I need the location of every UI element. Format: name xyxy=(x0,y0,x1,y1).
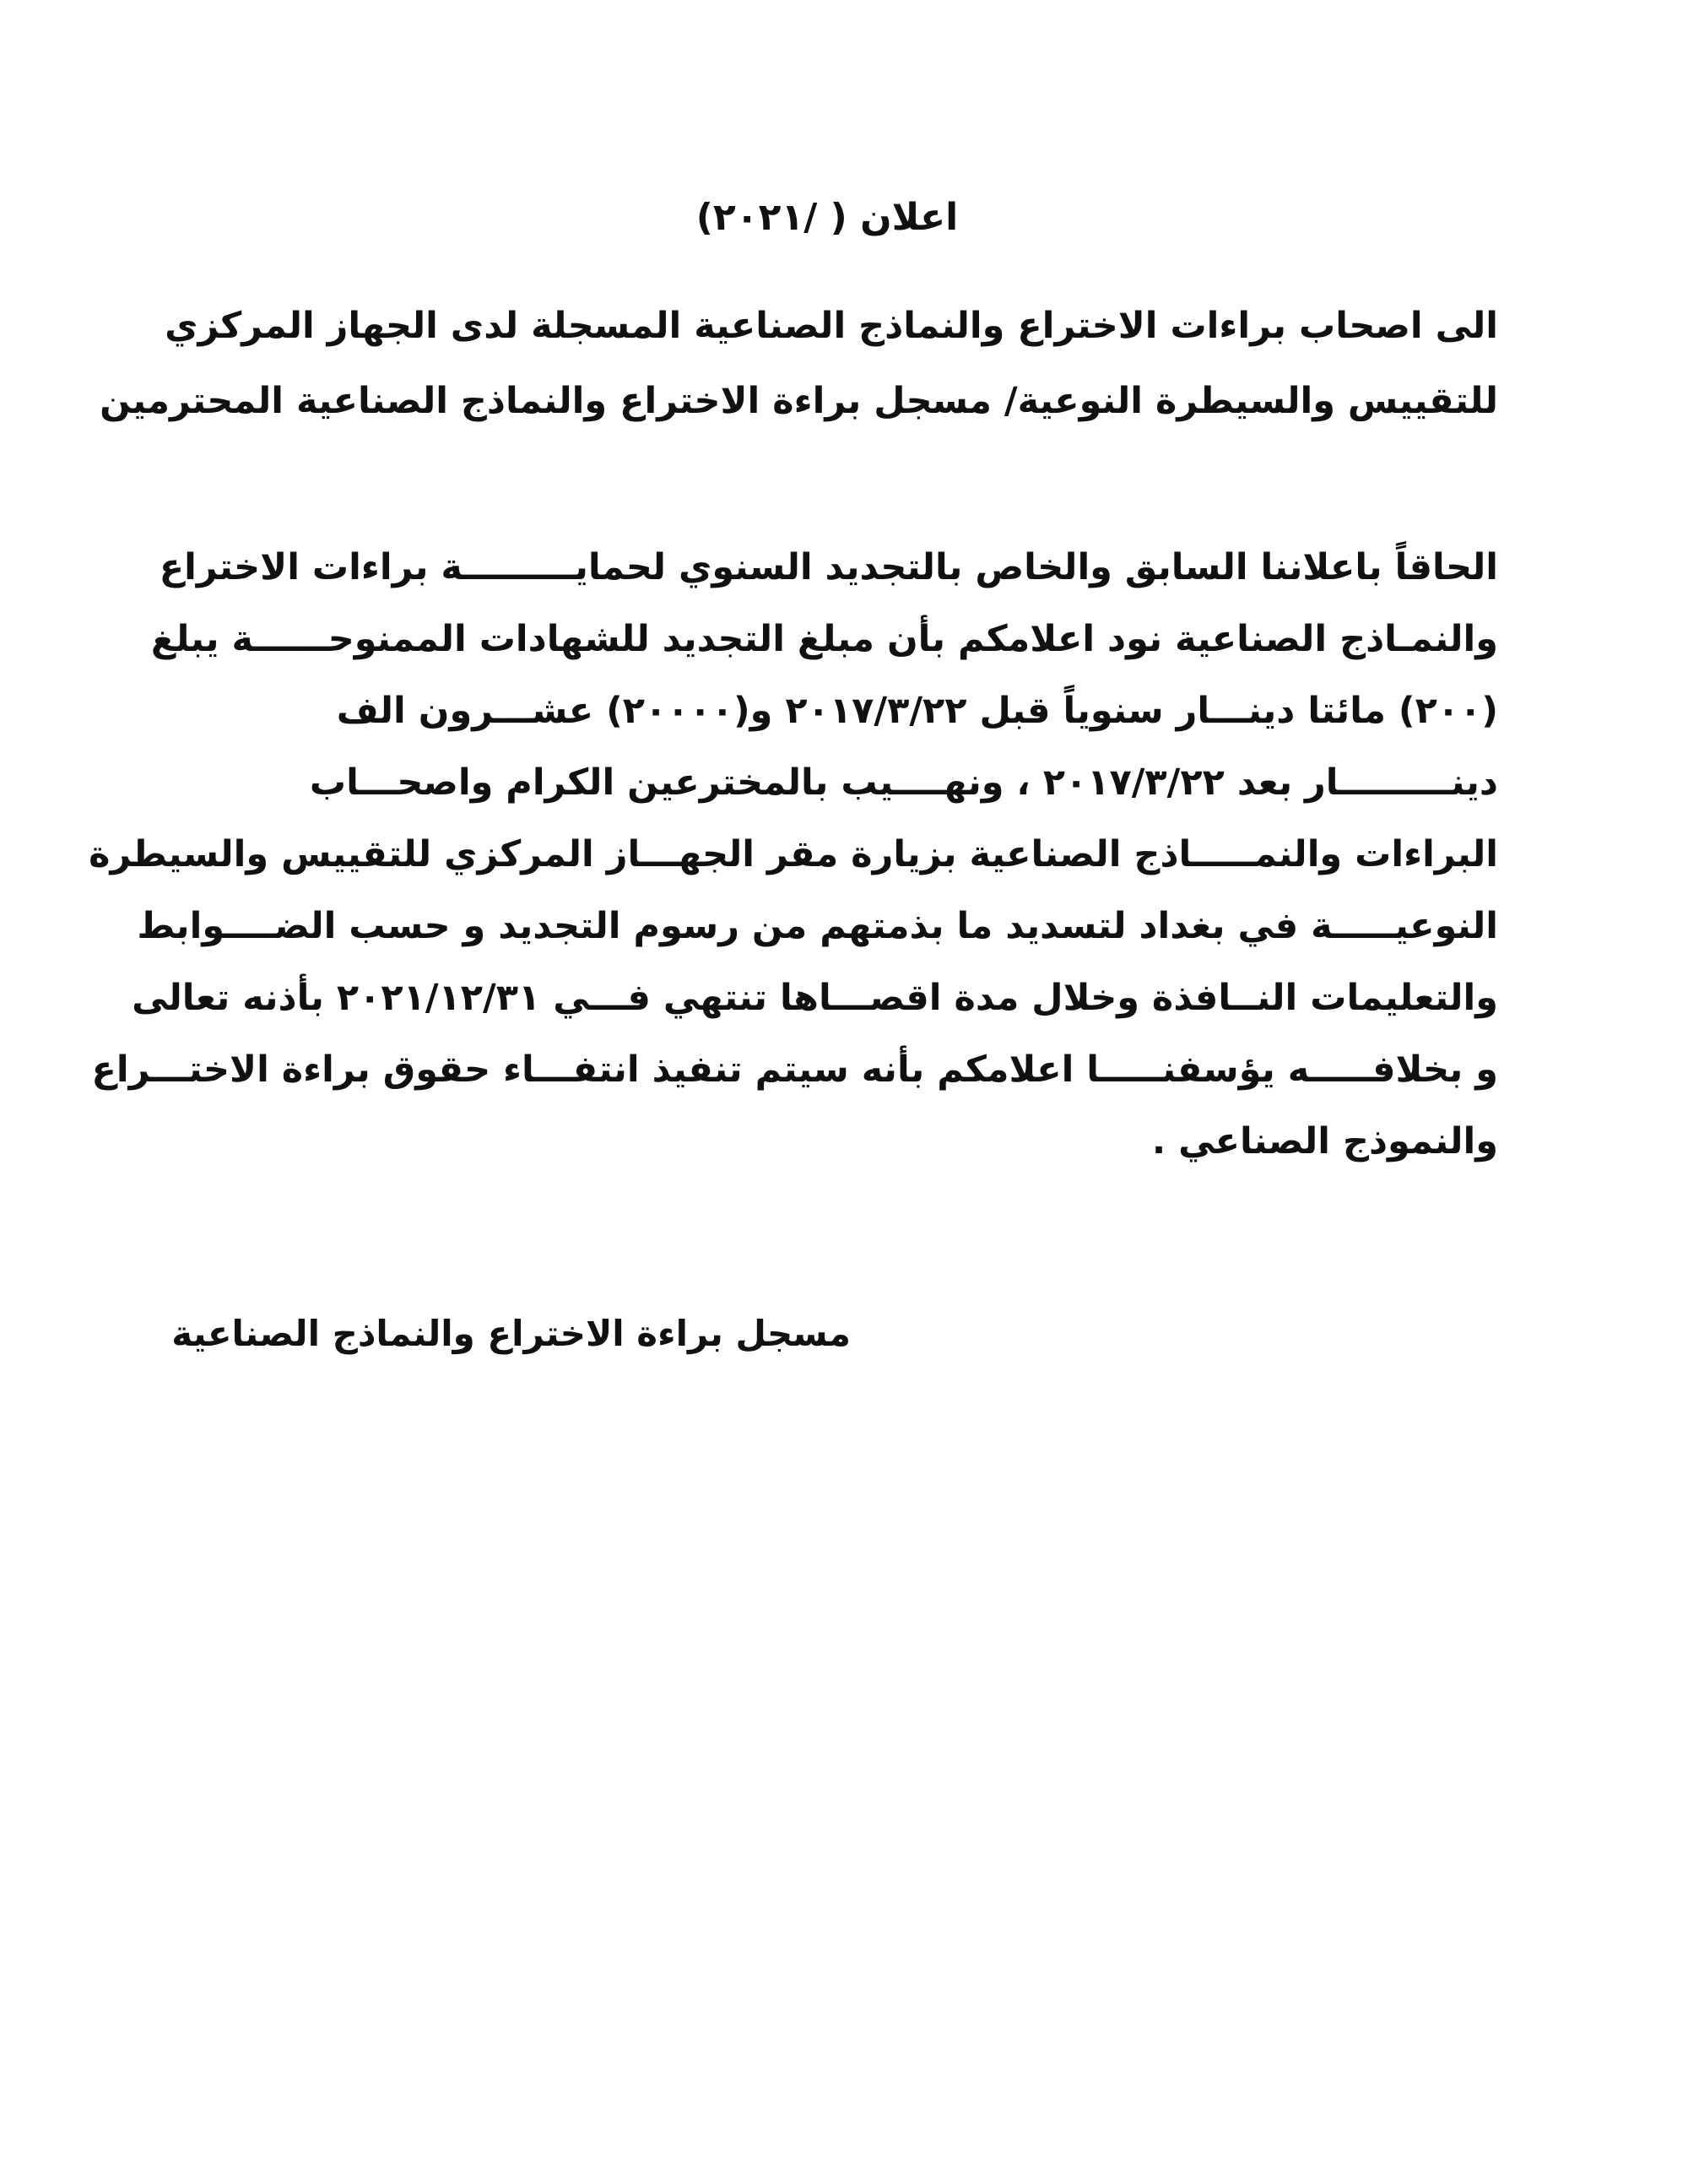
recipient-line-2: للتقييس والسيطرة النوعية/ مسجل براءة الاختراع والنماذج الصناعية المحترمين xyxy=(100,380,1498,422)
body-line-9: والنموذج الصناعي . xyxy=(1151,1120,1498,1162)
recipient-line-1: الى اصحاب براءات الاختراع والنماذج الصناعية المسجلة لدى الجهاز المركزي xyxy=(165,305,1498,347)
body-line-4: دينـــــــــار بعد ٢٠١٧/٣/٢٢ ، ونهــــيب بالمخترعين الكرام واصحـــاب xyxy=(309,761,1498,804)
body-line-2: والنمـاذج الصناعية نود اعلامكم بأن مبلغ التجديد للشهادات الممنوحــــــة يبلغ xyxy=(150,618,1498,660)
body-line-6: النوعيـــــة في بغداد لتسديد ما بذمتهم من رسوم التجديد و حسب الضــــوابط xyxy=(137,905,1498,947)
recipient-block xyxy=(100,289,1498,439)
body-line-5: البراءات والنمـــــاذج الصناعية بزيارة مقر الجهـــاز المركزي للتقييس والسيطرة xyxy=(89,833,1498,875)
body-line-3: (٢٠٠) مائتا دينـــار سنوياً قبل ٢٠١٧/٣/٢٢ و(٢٠٠٠٠) عشـــرون الف xyxy=(336,690,1498,732)
signature: مسجل براءة الاختراع والنماذج الصناعية xyxy=(171,1313,851,1354)
announcement-body xyxy=(89,532,1498,1178)
announcement-title: اعلان ( /٢٠٢١) xyxy=(695,196,959,239)
body-line-7: والتعليمات النــافذة وخلال مدة اقصـــاها تنتهي فـــي ٢٠٢١/١٢/٣١ بأذنه تعالى xyxy=(132,977,1498,1019)
body-line-1: الحاقاً باعلاننا السابق والخاص بالتجديد السنوي لحمايـــــــــة براءات الاختراع xyxy=(159,546,1498,588)
body-line-8: و بخلافـــــه يؤسفنـــــا اعلامكم بأنه سيتم تنفيذ انتفـــاء حقوق براءة الاختـــراع xyxy=(91,1049,1498,1091)
